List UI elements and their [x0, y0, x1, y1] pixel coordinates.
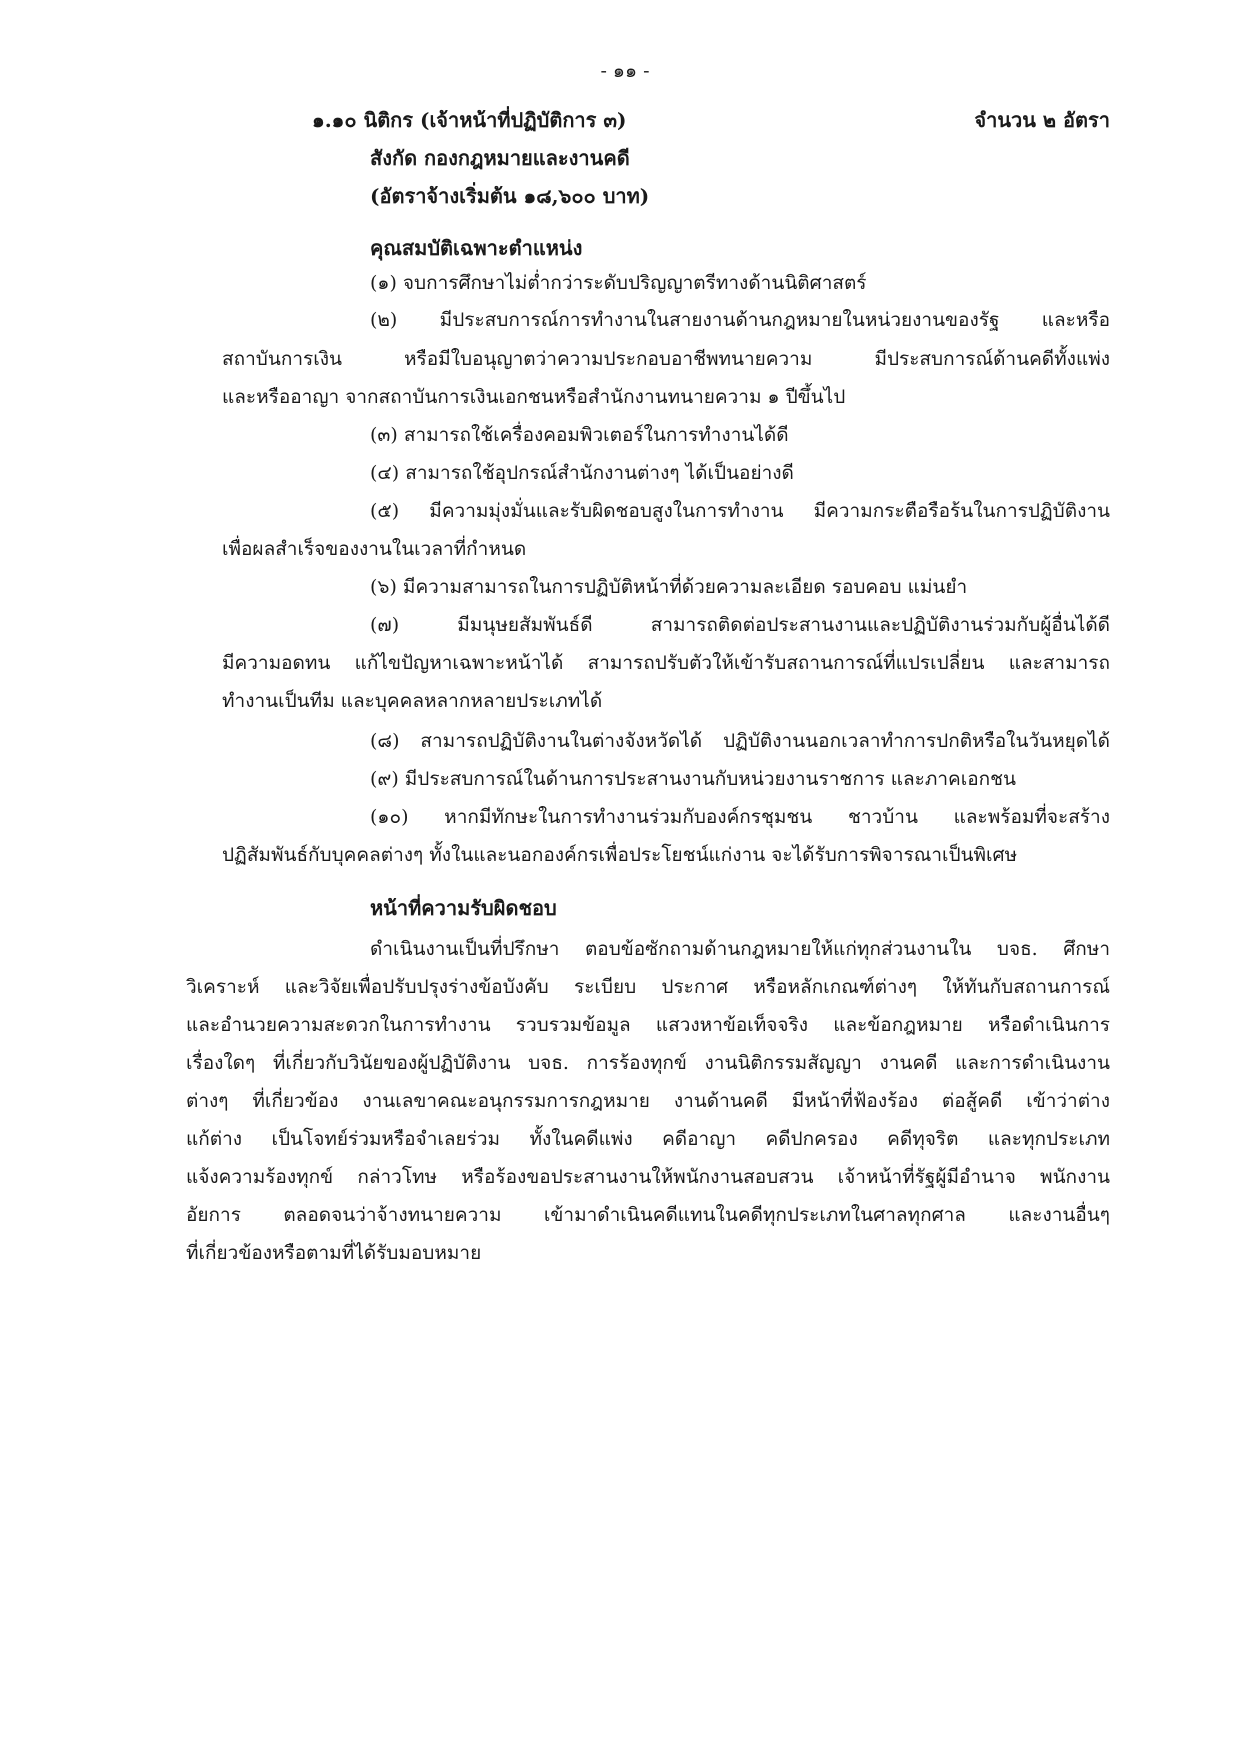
responsibility-line: เรื่องใดๆ ที่เกี่ยวกับวินัยของผู้ปฏิบัติงาน บจธ. การร้องทุกข์ งานนิติกรรมสัญญา งานคดี และการดำเนินงาน — [186, 1052, 1110, 1074]
qualification-line: (๙) มีประสบการณ์ในด้านการประสานงานกับหน่วยงานราชการ และภาคเอกชน — [370, 768, 1017, 790]
qualification-line: (๗) มีมนุษยสัมพันธ์ดี สามารถติดต่อประสานงานและปฏิบัติงานร่วมกับผู้อื่นได้ดี — [370, 614, 1110, 636]
qualification-line: (๔) สามารถใช้อุปกรณ์สำนักงานต่างๆ ได้เป็นอย่างดี — [370, 462, 794, 484]
responsibilities-heading: หน้าที่ความรับผิดชอบ — [370, 896, 557, 920]
position-title: ๑.๑๐ นิติกร (เจ้าหน้าที่ปฏิบัติการ ๓) — [312, 108, 627, 132]
qualification-line: (๘) สามารถปฏิบัติงานในต่างจังหวัดได้ ปฏิบัติงานนอกเวลาทำการปกติหรือในวันหยุดได้ — [370, 730, 1110, 752]
qualification-line: (๑๐) หากมีทักษะในการทำงานร่วมกับองค์กรชุมชน ชาวบ้าน และพร้อมที่จะสร้าง — [370, 806, 1110, 828]
qualification-line: ทำงานเป็นทีม และบุคคลหลากหลายประเภทได้ — [222, 690, 603, 712]
qualification-line: (๑) จบการศึกษาไม่ต่ำกว่าระดับปริญญาตรีทางด้านนิติศาสตร์ — [370, 272, 867, 294]
qualification-line: (๓) สามารถใช้เครื่องคอมพิวเตอร์ในการทำงานได้ดี — [370, 424, 789, 446]
qualification-line: เพื่อผลสำเร็จของงานในเวลาที่กำหนด — [222, 538, 527, 560]
page-number: - ๑๑ - — [600, 60, 650, 82]
responsibility-line: และอำนวยความสะดวกในการทำงาน รวบรวมข้อมูล แสวงหาข้อเท็จจริง และข้อกฎหมาย หรือดำเนินการ — [186, 1014, 1110, 1036]
position-affiliation: สังกัด กองกฎหมายและงานคดี — [370, 146, 630, 170]
qualification-line: และหรืออาญา จากสถาบันการเงินเอกชนหรือสำนักงานทนายความ ๑ ปีขึ้นไป — [222, 386, 846, 408]
qualification-line: (๖) มีความสามารถในการปฏิบัติหน้าที่ด้วยความละเอียด รอบคอบ แม่นยำ — [370, 576, 968, 598]
qualification-line: มีความอดทน แก้ไขปัญหาเฉพาะหน้าได้ สามารถปรับตัวให้เข้ารับสถานการณ์ที่แปรเปลี่ยน และสามารถ — [222, 652, 1110, 674]
qualification-line: (๕) มีความมุ่งมั่นและรับผิดชอบสูงในการทำงาน มีความกระตือรือร้นในการปฏิบัติงาน — [370, 500, 1110, 522]
responsibility-line: อัยการ ตลอดจนว่าจ้างทนายความ เข้ามาดำเนินคดีแทนในคดีทุกประเภทในศาลทุกศาล และงานอื่นๆ — [186, 1204, 1110, 1226]
qualification-line: สถาบันการเงิน หรือมีใบอนุญาตว่าความประกอบอาชีพทนายความ มีประสบการณ์ด้านคดีทั้งแพ่ง — [222, 348, 1110, 370]
qualification-line: ปฏิสัมพันธ์กับบุคคลต่างๆ ทั้งในและนอกองค์กรเพื่อประโยชน์แก่งาน จะได้รับการพิจารณาเป็นพิเศษ — [222, 844, 1018, 866]
position-salary: (อัตราจ้างเริ่มต้น ๑๘,๖๐๐ บาท) — [370, 184, 650, 208]
responsibility-line: ต่างๆ ที่เกี่ยวข้อง งานเลขาคณะอนุกรรมการกฎหมาย งานด้านคดี มีหน้าที่ฟ้องร้อง ต่อสู้คดี เข้าว่าต่าง — [186, 1090, 1110, 1112]
position-count: จำนวน ๒ อัตรา — [974, 108, 1110, 132]
responsibility-line: แก้ต่าง เป็นโจทย์ร่วมหรือจำเลยร่วม ทั้งในคดีแพ่ง คดีอาญา คดีปกครอง คดีทุจริต และทุกประเภท — [186, 1128, 1110, 1150]
qualification-line: (๒) มีประสบการณ์การทำงานในสายงานด้านกฎหมายในหน่วยงานของรัฐ และหรือ — [370, 309, 1110, 331]
responsibility-line: ดำเนินงานเป็นที่ปรึกษา ตอบข้อซักถามด้านกฎหมายให้แก่ทุกส่วนงานใน บจธ. ศึกษา — [370, 938, 1110, 960]
responsibility-line: แจ้งความร้องทุกข์ กล่าวโทษ หรือร้องขอประสานงานให้พนักงานสอบสวน เจ้าหน้าที่รัฐผู้มีอำนาจ พนักงาน — [186, 1166, 1110, 1188]
qualifications-heading: คุณสมบัติเฉพาะตำแหน่ง — [370, 236, 583, 260]
responsibility-line: ที่เกี่ยวข้องหรือตามที่ได้รับมอบหมาย — [186, 1242, 482, 1264]
responsibility-line: วิเคราะห์ และวิจัยเพื่อปรับปรุงร่างข้อบังคับ ระเบียบ ประกาศ หรือหลักเกณฑ์ต่างๆ ให้ทันกับสถานการณ์ — [186, 976, 1110, 998]
